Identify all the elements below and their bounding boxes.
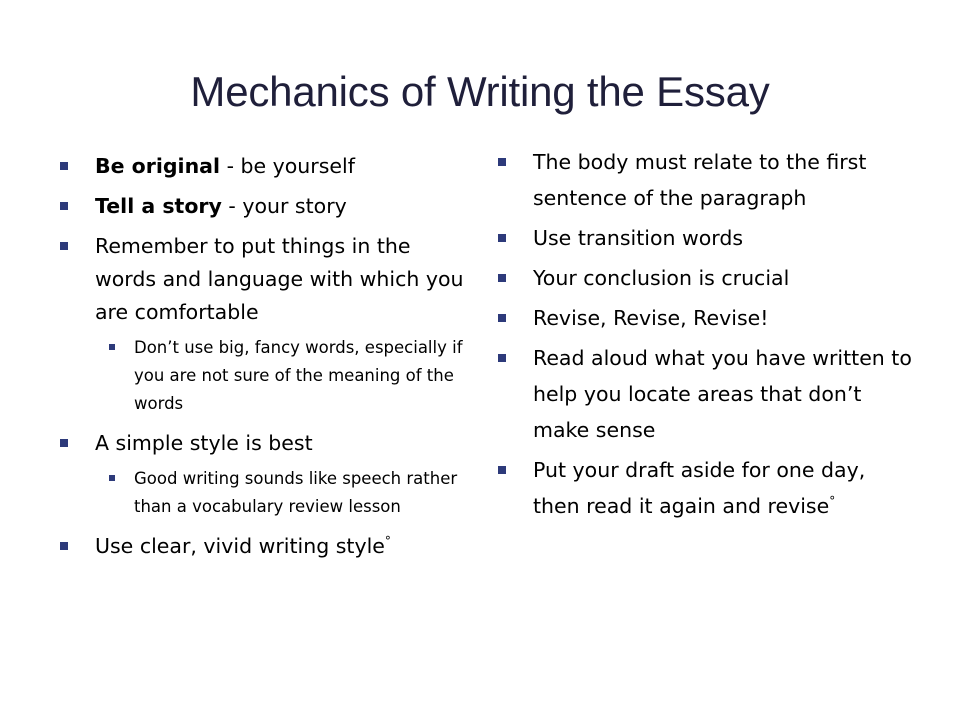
square-bullet-icon — [498, 354, 506, 362]
bullet-item — [498, 220, 918, 256]
square-bullet-icon — [109, 475, 115, 481]
square-bullet-icon — [60, 542, 68, 550]
bullet-item — [60, 530, 470, 563]
square-bullet-icon — [498, 158, 506, 166]
square-bullet-icon — [498, 274, 506, 282]
item-text: - be yourself — [220, 154, 355, 178]
item-text: Put your draft aside for one day, then read it again and revise — [533, 458, 866, 518]
item-text: - your story — [221, 194, 347, 218]
item-text: Read aloud what you have written to help you locate areas that don’t make sense — [533, 346, 912, 442]
square-bullet-icon — [60, 202, 68, 210]
item-text: Use clear, vivid writing style — [95, 534, 385, 558]
bullet-item — [498, 340, 918, 448]
item-text: Remember to put things in the words and language with which you are comfortable — [95, 234, 464, 324]
bullet-item — [60, 190, 470, 223]
bullet-item — [498, 144, 918, 216]
square-bullet-icon — [109, 344, 115, 350]
bullet-item — [60, 230, 470, 329]
left-column — [60, 150, 470, 570]
item-text: A simple style is best — [95, 431, 313, 455]
item-text: Revise, Revise, Revise! — [533, 306, 769, 330]
square-bullet-icon — [498, 314, 506, 322]
sub-bullet-item — [109, 465, 470, 521]
sub-item-text: Don’t use big, fancy words, especially if you are not sure of the meaning of the words — [134, 338, 463, 413]
item-text: Use transition words — [533, 226, 744, 250]
right-column — [498, 144, 918, 528]
square-bullet-icon — [60, 439, 68, 447]
degree-mark: ° — [384, 534, 391, 549]
bullet-item — [60, 427, 470, 460]
item-text: The body must relate to the first sentence of the paragraph — [533, 150, 867, 210]
item-bold-text: Be original — [95, 154, 221, 178]
item-text: Your conclusion is crucial — [533, 266, 790, 290]
square-bullet-icon — [498, 466, 506, 474]
square-bullet-icon — [498, 234, 506, 242]
square-bullet-icon — [60, 242, 68, 250]
sub-bullet-item — [109, 334, 470, 418]
bullet-item — [498, 300, 918, 336]
slide-title: Mechanics of Writing the Essay — [190, 68, 770, 115]
square-bullet-icon — [60, 162, 68, 170]
degree-mark: ° — [829, 494, 836, 509]
bullet-item — [498, 260, 918, 296]
bullet-item — [498, 452, 918, 524]
bullet-item — [60, 150, 470, 183]
sub-item-text: Good writing sounds like speech rather than a vocabulary review lesson — [134, 469, 458, 516]
item-bold-text: Tell a story — [95, 194, 222, 218]
